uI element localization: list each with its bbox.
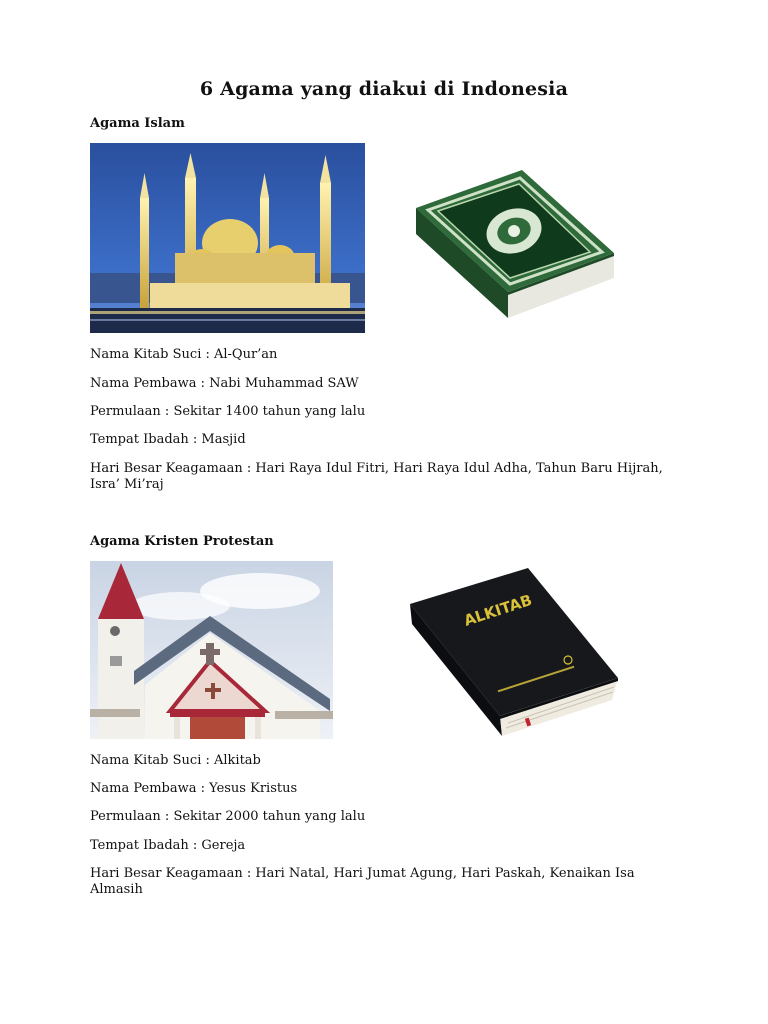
kristen-kitab-suci: Nama Kitab Suci : Alkitab bbox=[90, 753, 261, 768]
page-title: 6 Agama yang diakui di Indonesia bbox=[199, 78, 569, 100]
kristen-pembawa: Nama Pembawa : Yesus Kristus bbox=[90, 781, 298, 796]
church-photo bbox=[90, 561, 333, 739]
islam-hari-besar: Hari Besar Keagamaan : Hari Raya Idul Fitri, Hari Raya Idul Adha, Tahun Baru Hijrah, Isra’ Mi’raj bbox=[90, 461, 663, 492]
islam-pembawa: Nama Pembawa : Nabi Muhammad SAW bbox=[90, 376, 359, 391]
kristen-permulaan: Permulaan : Sekitar 2000 tahun yang lalu bbox=[90, 809, 366, 824]
book-cover-title: ALKITAB bbox=[461, 590, 535, 630]
islam-tempat-ibadah: Tempat Ibadah : Masjid bbox=[90, 432, 246, 447]
mosque-photo bbox=[90, 143, 365, 333]
quran-book bbox=[412, 168, 617, 323]
section-heading-islam: Agama Islam bbox=[90, 116, 185, 131]
kristen-hari-besar: Hari Besar Keagamaan : Hari Natal, Hari Jumat Agung, Hari Paskah, Kenaikan Isa Almasih bbox=[90, 866, 635, 897]
islam-kitab-suci: Nama Kitab Suci : Al-Qur’an bbox=[90, 347, 278, 362]
alkitab-book bbox=[408, 566, 620, 738]
kristen-tempat-ibadah: Tempat Ibadah : Gereja bbox=[90, 838, 246, 853]
islam-permulaan: Permulaan : Sekitar 1400 tahun yang lalu bbox=[90, 404, 366, 419]
section-heading-kristen-protestan: Agama Kristen Protestan bbox=[90, 534, 274, 549]
